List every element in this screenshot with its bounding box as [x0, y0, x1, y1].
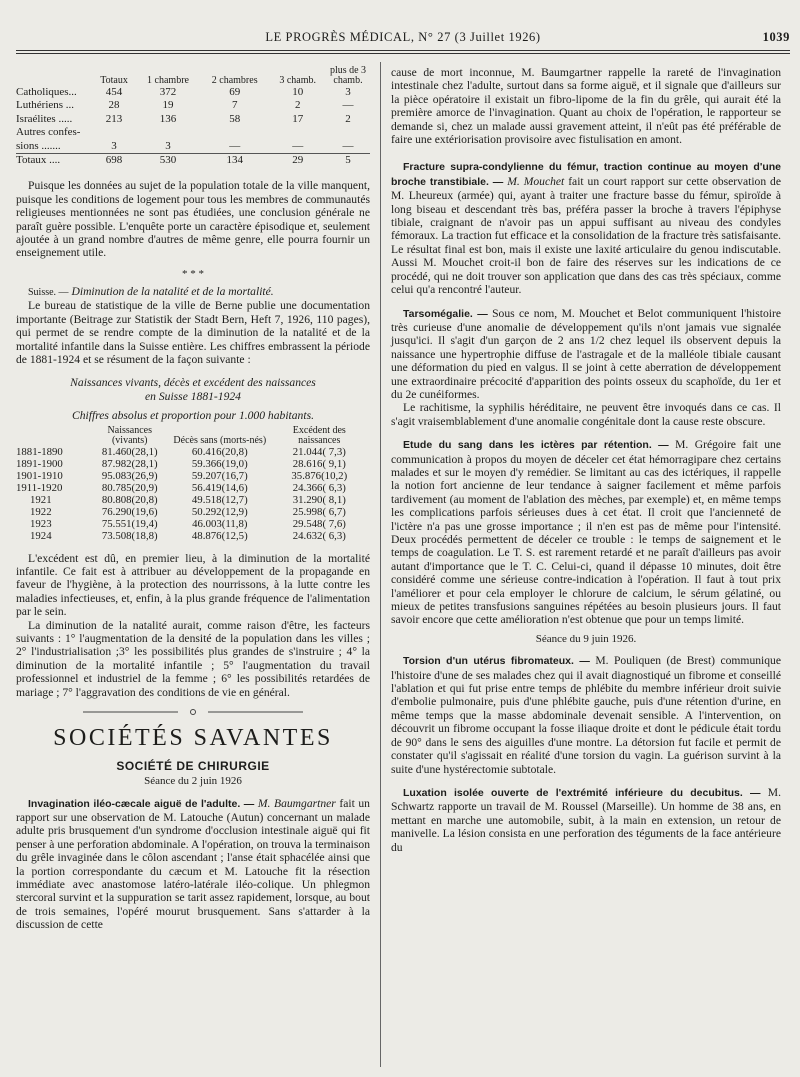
- article-text: fait un court rapport sur cette observation de M. Lheureux (armée) qui, ayant à traiter une fracture basse du fémur, spiroïde à long biseau et descendant très bas, préféra passer la broche à travers l'épiphyse tibiale, craignant de n'avoir pas un appui suffisant au niveau des condyles fémoraux. La traction fut efficace et la consolidation de la fracture très satisfaisante. Le résultat final est bon, mais il existe une laxité articulaire du genou indiscutable. Aussi M. Mouchet croit-il bon de faire des réserves sur les indications de ce procédé, qui ne doit trouver son application que dans des cas très spéciaux, comme celui qu'a rencontré l'auteur.: [391, 174, 781, 297]
- society-title: SOCIÉTÉ DE CHIRURGIE: [116, 758, 270, 773]
- row-label: Catholiques...: [16, 86, 77, 98]
- birth-table-title: en Suisse 1881-1924: [145, 389, 241, 403]
- suisse-title: Diminution de la natalité et de la mortalité.: [71, 284, 274, 298]
- column-divider: [380, 62, 381, 1067]
- cell: 80.785(20,9): [101, 481, 158, 494]
- table-row: [16, 126, 370, 139]
- religion-table: [16, 66, 370, 167]
- article-title: Invagination iléo-cæcale aiguë de l'adulte. —: [28, 797, 255, 810]
- article-text: M. Pouliquen (de Brest) communique l'histoire d'une de ses malades chez qui il avait diagnostiqué un fibrome et conseillé l'ablation et qui fut prise entre temps de phlébite du membre inférieur droit suivie d'embolie pulmonaire, puis d'une phlébite gauche, puis d'une rétention d'urine, en même temps que la masse abdominale devenait sensible. A l'intervention, on découvrit un fibrome occupant la fosse iliaque droite et dont le pédicule était tordu de 90° dans le sens des aiguilles d'une montre. La détorsion fut facile et permit de constater qu'il s'agissait en réalité d'une torsion du vagin. La guérison survint à la suite d'une hystérectomie subtotale.: [391, 654, 781, 776]
- paragraph: Le bureau de statistique de la ville de Berne publie une documentation importante (Beitrage zur Statistik der Stadt Bern, Heft 7, 1926, 110 pages), qui permet de se rendre compte de la diminution de la natalité et de la mortalité infantile dans la Suisse entière. Les chiffres embrassent la période de 1881-1924 et se résument de la façon suivante :: [16, 299, 370, 366]
- article-author: M. Baumgartner: [257, 796, 336, 810]
- cell: 3: [345, 86, 351, 98]
- ornament-rule: [16, 707, 370, 720]
- cell: 136: [159, 112, 177, 125]
- cell: 58: [229, 112, 241, 125]
- paragraph: La diminution de la natalité aurait, comme raison d'être, les facteurs suivants : 1° l'augmentation de la densité de la population dans les villes ; 2° l'industrialisation ;3° les possibilités plus grandes de s'instruire ; 4° la diminution de la mortalité infantile ; 5° l'augmentation du travail professionnel et industriel de la femme ; 6° les possibilités retardées de mariage ; 7° l'aggravation des conditions de vie en général.: [16, 618, 370, 699]
- right-column: [391, 66, 781, 854]
- cell: 2: [294, 99, 301, 112]
- cell: 1911-1920: [16, 481, 63, 494]
- cell: 698: [105, 154, 123, 167]
- cell: 31.290( 8,1): [292, 493, 346, 506]
- cell: 59.366(19,0): [191, 457, 248, 470]
- table-row: [16, 86, 370, 99]
- cell: 35.876(10,2): [291, 469, 348, 482]
- cell: —: [342, 139, 354, 152]
- cell: 1922: [30, 505, 52, 518]
- article-title: Tarsomégalie. —: [403, 307, 488, 320]
- suisse-lead: Suisse. —: [28, 286, 69, 298]
- cell: 29.548( 7,6): [292, 517, 346, 530]
- header-rule: [16, 50, 790, 51]
- article-fracture: [391, 160, 781, 296]
- cell: 1881-1890: [16, 445, 63, 458]
- table-row: [16, 99, 370, 112]
- article-title: Etude du sang dans les ictères par rétention. —: [403, 439, 669, 452]
- cell: 76.290(19,6): [101, 505, 158, 518]
- cell: 80.808(20,8): [101, 493, 158, 506]
- cell: 17: [292, 112, 304, 125]
- birth-table: [16, 426, 370, 542]
- row-label: sions .......: [16, 139, 61, 152]
- table-row: [16, 506, 370, 518]
- cell: 1924: [30, 529, 52, 542]
- table-row: [16, 113, 370, 126]
- table-row: [16, 470, 370, 482]
- cell: 50.292(12,9): [191, 505, 248, 518]
- table-row: [16, 446, 370, 458]
- article-author: M. Mouchet: [507, 174, 565, 188]
- article-tarsomegalie: [391, 307, 781, 402]
- header-rule-double: [16, 53, 790, 54]
- article-luxation: [391, 786, 781, 854]
- cell: 28: [108, 99, 120, 112]
- session-date: Séance du 2 juin 1926: [144, 775, 242, 788]
- section-title: SOCIÉTÉS SAVANTES: [53, 725, 333, 752]
- article-sang: [391, 438, 781, 627]
- cell: 25.998( 6,7): [292, 505, 346, 518]
- birth-table-title: Naissances vivants, décès et excédent des naissances: [70, 376, 316, 390]
- table-row: [16, 518, 370, 530]
- cell: 1923: [30, 517, 52, 530]
- table-row: [16, 140, 370, 154]
- religion-col-header: 1 chambre: [147, 75, 189, 86]
- cell: —: [229, 139, 241, 152]
- paragraph: Le rachitisme, la syphilis héréditaire, ne peuvent être invoqués dans ce cas. Il s'agit vraisemblablement d'une anomalie congénitale dont la cause reste obscure.: [391, 401, 781, 428]
- cell: 530: [159, 154, 177, 167]
- cell: 5: [345, 154, 351, 167]
- row-label: Luthériens ...: [16, 99, 75, 112]
- table-row: [16, 530, 370, 542]
- cell: 10: [292, 86, 304, 98]
- cell: 1891-1900: [16, 457, 63, 470]
- cell: 29: [292, 154, 304, 167]
- ornament-rule-graphic: [83, 708, 303, 716]
- birth-table-subtitle: Chiffres absolus et proportion pour 1.000 habitants.: [72, 409, 314, 423]
- cell: 1921: [30, 493, 52, 506]
- cell: 69: [229, 86, 241, 98]
- cell: 134: [226, 154, 243, 167]
- cell: 2: [345, 112, 351, 125]
- religion-col-header: plus de 3 chamb.: [329, 65, 367, 86]
- cell: 7: [231, 99, 238, 112]
- header-title: LE PROGRÈS MÉDICAL, N° 27 (3 Juillet 1926): [265, 30, 541, 44]
- article-text: M. Grégoire fait une communication à propos du moyen de déceler cet état hémorragipare chez certains malades et sur le moyen d'y remédier. Se limitant au cas des ictériques, il rappelle la notion fort ancienne de leur tendance à saigner facilement et même parfois tardivement (au moment de l'ablation des mèches, par exemple) et, en même temps les complications parfois sérieuses dues à cet état. Il croit que l'ancienneté de l'ictère n'a pas une grosse importance ; il n'en est pas de même pour l'intensité. Deux procédés permettent de déceler ce trouble : le temps de saignement et le temps de coagulation. Le T. S. est rarement retardé et ne paraît d'ailleurs pas avoir autant d'importance que le T. C. Celui-ci, quand il dépasse 10 minutes, doit être considéré comme une sérieuse contre-indication à l'opération. Il faut à tout prix l'améliorer et pour cela employer le chlorure de calcium, le sérum gélatiné, ou mieux de petites transfusions sanguines répétées au besoin plusieurs jours. Il faut savoir encore que cette amélioration n'est obtenue que pour un temps limité.: [391, 438, 781, 627]
- cell: 48.876(12,5): [191, 529, 248, 542]
- article-title: Fracture supra-condylienne du fémur, traction continue au moyen d'une broche transtibiale. —: [391, 161, 781, 188]
- birth-col-header: Décès sans (morts-nés): [173, 434, 267, 446]
- session-date: Séance du 9 juin 1926.: [535, 632, 637, 645]
- article-text: fait un rapport sur une observation de M. Latouche (Autun) concernant un malade adulte pris brusquement d'un syndrome d'occlusion intestinale aiguë qui fit penser à une perforation abdominale. A l'opération, on trouva la terminaison du grêle invaginée dans le côlon ascendant ; l'anse était sphacélée ainsi que la portion correspondante du cæcum et M. Latouche fit la résection immédiate avec anastomose latéro-latérale iléo-colique. Un phlegmon stercoral survint et la suppuration se tarit assez rapidement, lorsque, au bout de trois semaines, l'opéré mourut brusquement. Sans s'attarder à la discussion de cette: [16, 796, 370, 932]
- cell: 3: [165, 139, 171, 152]
- article-text: M. Schwartz rapporte un travail de M. Roussel (Marseille). Un homme de 38 ans, en mettant en marche une automobile, subit, à la main en extension, un retour de manivelle. La lésion consista en une perforation des téguments de la face antérieure du: [391, 785, 782, 854]
- article-title: Luxation isolée ouverte de l'extrémité inférieure du decubitus. —: [403, 786, 761, 799]
- cell: —: [342, 99, 354, 112]
- suisse-heading: [16, 285, 370, 299]
- cell: 60.416(20,8): [191, 445, 248, 458]
- religion-col-header: Totaux: [100, 75, 128, 86]
- article-title: Torsion d'un utérus fibromateux. —: [403, 655, 590, 668]
- cell: 73.508(18,8): [101, 529, 158, 542]
- cell: 59.207(16,7): [191, 469, 248, 482]
- cell: —: [292, 139, 304, 152]
- paragraph: Puisque les données au sujet de la population totale de la ville manquent, puisque les conditions de logement pour tous les membres de communautés religieuses mentionnées ne sont pas étudiées, une conclusion générale ne paraît guère possible. L'enquête porte un caractère épisodique et, seulement ajoutée à un grand nombre d'autres de même genre, elle pourra fournir un enseignement utile.: [16, 179, 370, 260]
- cell: 75.551(19,4): [101, 517, 158, 530]
- cell: 95.083(26,9): [101, 469, 158, 482]
- table-row: [16, 494, 370, 506]
- cell: 21.044( 7,3): [292, 445, 346, 458]
- table-row-total: [16, 154, 370, 168]
- page-number: 1039: [762, 30, 790, 44]
- cell: 87.982(28,1): [101, 457, 158, 470]
- cell: 1901-1910: [16, 469, 63, 482]
- row-label: Autres confes-: [16, 126, 81, 139]
- table-row: [16, 458, 370, 470]
- article-text: Sous ce nom, M. Mouchet et Belot communiquent l'histoire très curieuse d'une anomalie de développement qu'ils n'ont jamais vue signalée jusqu'ici. Il s'agit d'un garçon de 2 ans 1/2 chez lequel ils observent depuis la naissance une hypertrophie diffuse de l'astragale et de la malléole tibiale causant une déformation du pied en valgus. Il se joint à cette aberration de développement une extraordinaire précocité d'apparition des points osseux du scaphoïde, du 1er et du 2e cunéiformes.: [391, 306, 781, 401]
- article-invagination: [16, 797, 370, 932]
- cell: 372: [159, 86, 177, 98]
- article-torsion: [391, 654, 781, 776]
- cell: 46.003(11,8): [192, 517, 248, 530]
- cell: 24.366( 6,3): [292, 481, 346, 494]
- left-column: [16, 66, 370, 932]
- paragraph: cause de mort inconnue, M. Baumgartner rappelle la rareté de l'invagination intestinale chez l'adulte, surtout dans sa forme aiguë, et il signale que d'ailleurs sur la pièce opératoire il existait un fibro-lipome de la fin du grêle, qui aurait été la première amorce de l'invagination. Quant au choix de l'opération, le rapporteur se demande si, chez un malade aussi gravement atteint, il n'eût pas été préférable de faire une extériorisation provisoire avec fistulisation en amont.: [391, 66, 781, 147]
- religion-col-header: 2 chambres: [211, 75, 258, 86]
- cell: 24.632( 6,3): [292, 529, 346, 542]
- row-label: Israélites .....: [16, 112, 73, 125]
- table-row: [16, 482, 370, 494]
- cell: 81.460(28,1): [101, 445, 158, 458]
- cell: 454: [105, 86, 123, 98]
- cell: 213: [105, 112, 123, 125]
- birth-col-header: Naissances (vivants): [107, 424, 152, 446]
- cell: 49.518(12,7): [191, 493, 248, 506]
- cell: 19: [162, 99, 174, 112]
- paragraph: L'excédent est dû, en premier lieu, à la diminution de la mortalité infantile. Ce fait est à attribuer au développement de la propagande en faveur de l'hygiène, à la protection des nourrissons, à la lutte contre les maladies infectieuses, et, enfin, à la plus grande fréquence de l'alimentation par le sein.: [16, 551, 370, 619]
- section-separator-stars: * * *: [182, 267, 204, 280]
- cell: 56.419(14,6): [191, 481, 248, 494]
- row-label: Totaux ....: [16, 154, 61, 167]
- religion-col-header: 3 chamb.: [279, 75, 317, 86]
- birth-col-header: Excédent des naissances: [292, 424, 346, 446]
- cell: 28.616( 9,1): [292, 457, 346, 470]
- cell: 3: [111, 139, 117, 152]
